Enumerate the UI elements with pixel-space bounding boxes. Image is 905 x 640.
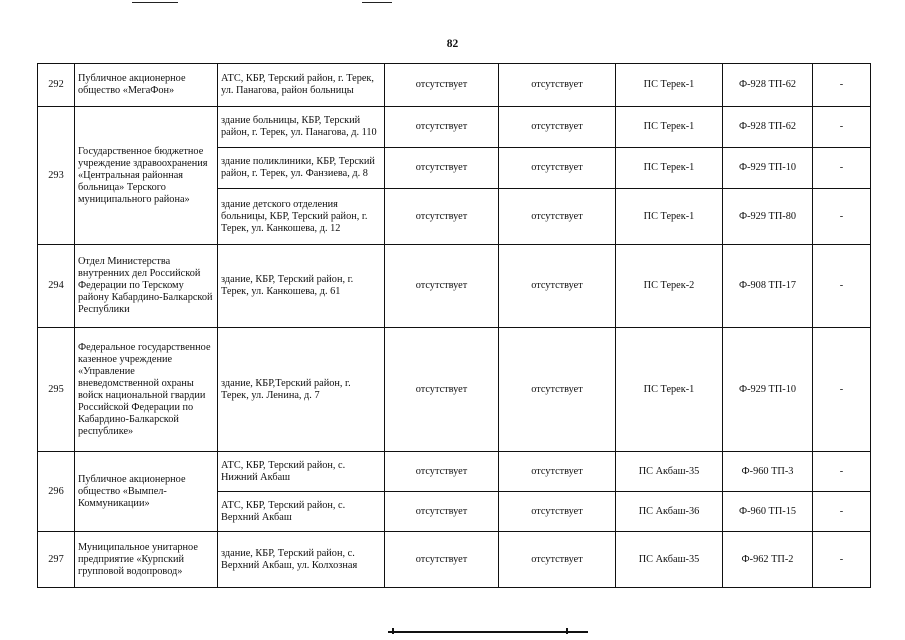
last-cell: - [813,328,871,452]
object-address-cell: здание, КБР,Терский район, г. Терек, ул. Ленина, д. 7 [218,328,385,452]
col5-cell: отсутствует [499,107,616,148]
object-address-cell: АТС, КБР, Терский район, г. Терек, ул. Панагова, район больницы [218,64,385,107]
feeder-cell: Ф-960 ТП-15 [723,492,813,532]
feeder-cell: Ф-929 ТП-10 [723,328,813,452]
col4-cell: отсутствует [385,328,499,452]
substation-cell: ПС Терек-1 [616,189,723,245]
col5-cell: отсутствует [499,189,616,245]
last-cell: - [813,452,871,492]
feeder-cell: Ф-960 ТП-3 [723,452,813,492]
organization-cell: Отдел Министерства внутренних дел Российской Федерации по Терскому району Кабардино-Балкарской Республики [75,245,218,328]
table-row [38,107,871,148]
object-address-cell: АТС, КБР, Терский район, с. Нижний Акбаш [218,452,385,492]
feeder-cell: Ф-962 ТП-2 [723,532,813,588]
organization-cell: Публичное акционерное общество «МегаФон» [75,64,218,107]
scan-mark-right [362,2,392,3]
col4-cell: отсутствует [385,245,499,328]
last-cell: - [813,148,871,189]
footer-tick-right [566,628,568,634]
organization-cell: Государственное бюджетное учреждение здравоохранения «Центральная районная больница» Терского муниципального района» [75,107,218,245]
col5-cell: отсутствует [499,245,616,328]
organization-cell: Публичное акционерное общество «Вымпел-Коммуникации» [75,452,218,532]
object-address-cell: АТС, КБР, Терский район, с. Верхний Акбаш [218,492,385,532]
last-cell: - [813,64,871,107]
data-table [37,63,871,588]
object-address-cell: здание поликлиники, КБР, Терский район, г. Терек, ул. Фанзиева, д. 8 [218,148,385,189]
row-number: 295 [38,328,75,452]
table-row [38,328,871,452]
feeder-cell: Ф-929 ТП-10 [723,148,813,189]
col4-cell: отсутствует [385,64,499,107]
col5-cell: отсутствует [499,452,616,492]
last-cell: - [813,189,871,245]
footer-tick-left [392,628,394,634]
table-row [38,64,871,107]
substation-cell: ПС Акбаш-36 [616,492,723,532]
col5-cell: отсутствует [499,148,616,189]
feeder-cell: Ф-929 ТП-80 [723,189,813,245]
object-address-cell: здание больницы, КБР, Терский район, г. Терек, ул. Панагова, д. 110 [218,107,385,148]
row-number: 292 [38,64,75,107]
col5-cell: отсутствует [499,532,616,588]
substation-cell: ПС Терек-1 [616,64,723,107]
col5-cell: отсутствует [499,64,616,107]
last-cell: - [813,107,871,148]
organization-cell: Муниципальное унитарное предприятие «Курпский групповой водопровод» [75,532,218,588]
col4-cell: отсутствует [385,189,499,245]
table-row [38,245,871,328]
substation-cell: ПС Терек-1 [616,148,723,189]
substation-cell: ПС Терек-2 [616,245,723,328]
object-address-cell: здание детского отделения больницы, КБР, Терский район, г. Терек, ул. Канкошева, д. 12 [218,189,385,245]
last-cell: - [813,532,871,588]
row-number: 294 [38,245,75,328]
table-row [38,532,871,588]
row-number: 293 [38,107,75,245]
row-number: 296 [38,452,75,532]
substation-cell: ПС Терек-1 [616,107,723,148]
page-number: 82 [446,38,459,50]
col5-cell: отсутствует [499,328,616,452]
col4-cell: отсутствует [385,148,499,189]
col4-cell: отсутствует [385,452,499,492]
feeder-cell: Ф-908 ТП-17 [723,245,813,328]
footer-rule [388,631,588,633]
feeder-cell: Ф-928 ТП-62 [723,64,813,107]
col4-cell: отсутствует [385,492,499,532]
scan-mark-left [132,2,178,3]
last-cell: - [813,492,871,532]
object-address-cell: здание, КБР, Терский район, с. Верхний Акбаш, ул. Колхозная [218,532,385,588]
col4-cell: отсутствует [385,532,499,588]
substation-cell: ПС Акбаш-35 [616,452,723,492]
col5-cell: отсутствует [499,492,616,532]
last-cell: - [813,245,871,328]
col4-cell: отсутствует [385,107,499,148]
substation-cell: ПС Терек-1 [616,328,723,452]
object-address-cell: здание, КБР, Терский район, г. Терек, ул. Канкошева, д. 61 [218,245,385,328]
substation-cell: ПС Акбаш-35 [616,532,723,588]
organization-cell: Федеральное государственное казенное учреждение «Управление вневедомственной охраны войск национальной гвардии Российской Федерации по Кабардино-Балкарской республике» [75,328,218,452]
row-number: 297 [38,532,75,588]
table-row [38,452,871,492]
feeder-cell: Ф-928 ТП-62 [723,107,813,148]
